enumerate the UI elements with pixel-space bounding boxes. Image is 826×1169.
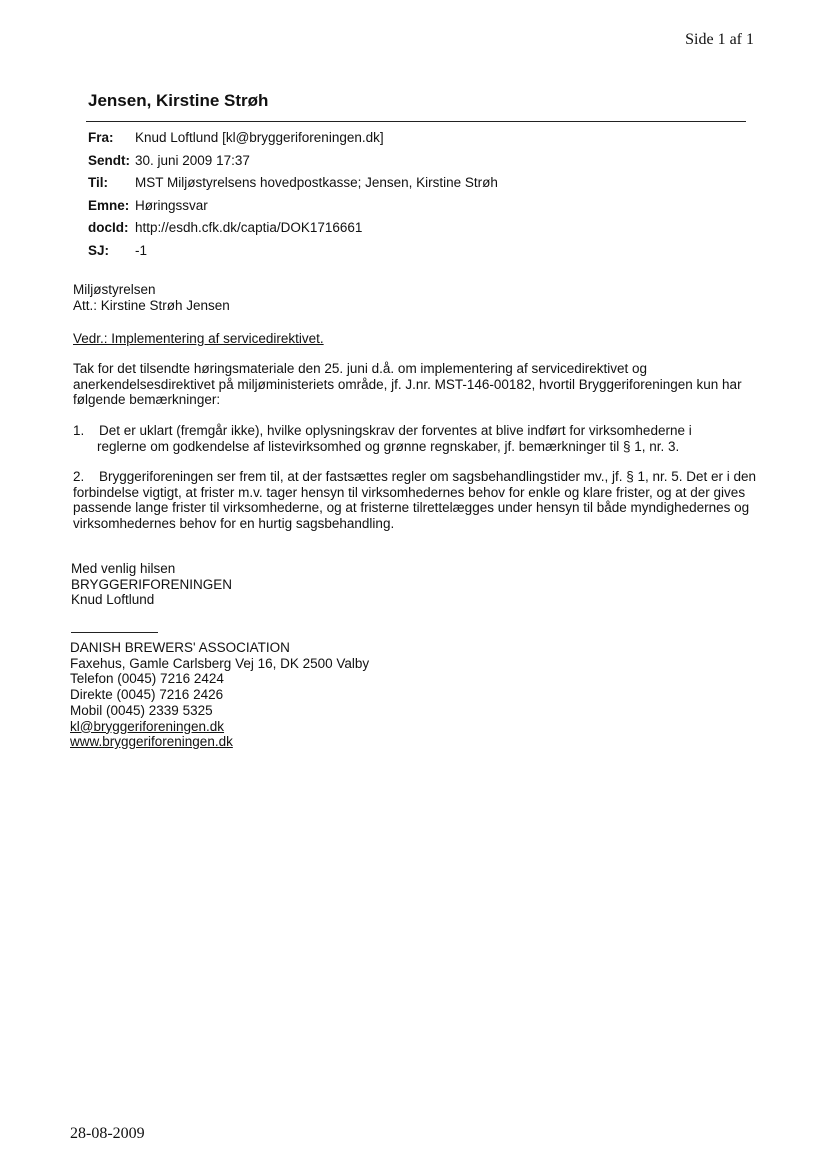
closing-greeting: Med venlig hilsen bbox=[71, 561, 176, 576]
recipient-org: Miljøstyrelsen bbox=[73, 282, 156, 297]
meta-to-label: Til: bbox=[88, 175, 108, 191]
meta-to bbox=[88, 175, 498, 198]
signature-address: Faxehus, Gamle Carlsberg Vej 16, DK 2500 Valby bbox=[70, 655, 370, 671]
meta-subject bbox=[88, 198, 498, 221]
signature-divider bbox=[71, 632, 158, 633]
meta-sj bbox=[88, 243, 498, 266]
signature-direct: Direkte (0045) 7216 2426 bbox=[70, 687, 224, 703]
header-divider bbox=[86, 121, 746, 122]
meta-docid bbox=[88, 220, 498, 243]
closing-sender: Knud Loftlund bbox=[71, 592, 155, 607]
meta-sent-value: 30. juni 2009 17:37 bbox=[135, 152, 250, 168]
recipient-attention: Att.: Kirstine Strøh Jensen bbox=[73, 298, 230, 313]
meta-sj-value: -1 bbox=[135, 242, 148, 258]
remark-number: 1. bbox=[73, 423, 85, 438]
signature-org: DANISH BREWERS' ASSOCIATION bbox=[70, 640, 290, 655]
email-metadata bbox=[88, 130, 498, 266]
remark-item-1 bbox=[73, 423, 763, 454]
letter-intro: Tak for det tilsendte høringsmateriale den 25. juni d.å. om implementering af servicedirektivet og anerkendelsesdirektivet på miljøministeriets område, jf. J.nr. MST-146-00182, hvortil Bryggeriforeningen kun har følgende bemærkninger: bbox=[73, 361, 742, 407]
signature-website-link[interactable]: www.bryggeriforeningen.dk bbox=[70, 734, 233, 750]
remark-text-line-2: reglerne om godkendelse af listevirksomhed og grønne regnskaber, jf. bemærkninger til § 1, nr. 3. bbox=[97, 438, 680, 454]
signature-block bbox=[70, 640, 369, 750]
meta-from bbox=[88, 130, 498, 153]
meta-sent-label: Sendt: bbox=[88, 152, 130, 168]
meta-docid-label: docId: bbox=[88, 220, 129, 236]
meta-sj-label: SJ: bbox=[88, 242, 110, 258]
mailbox-owner-name: Jensen, Kirstine Strøh bbox=[88, 91, 269, 110]
remark-text-line-1: Det er uklart (fremgår ikke), hvilke oplysningskrav der forventes at blive indført for virksomhederne i bbox=[99, 423, 692, 438]
letter-recipient bbox=[73, 282, 230, 314]
signature-mobile: Mobil (0045) 2339 5325 bbox=[70, 702, 213, 718]
print-date: 28-08-2009 bbox=[70, 1125, 145, 1142]
remark-number: 2. bbox=[73, 469, 85, 484]
remark-text: Bryggeriforeningen ser frem til, at der fastsættes regler om sagsbehandlingstider mv., jf. § 1, nr. 5. Det er i den forbindelse vigtigt, at frister m.v. tager hensyn til virksomhedernes behov for enkle og klare frister, og at der gives passende lange frister til virksomhederne, og at fristerne tilrettelægges under hensyn til både myndighedernes og virksomhedernes behov for en hurtig sagsbehandling. bbox=[73, 469, 757, 531]
meta-sent bbox=[88, 153, 498, 176]
meta-from-label: Fra: bbox=[88, 130, 114, 145]
page-number: Side 1 af 1 bbox=[685, 31, 754, 48]
meta-from-value: Knud Loftlund [kl@bryggeriforeningen.dk] bbox=[135, 130, 384, 145]
meta-to-value: MST Miljøstyrelsens hovedpostkasse; Jensen, Kirstine Strøh bbox=[135, 175, 498, 191]
signature-phone: Telefon (0045) 7216 2424 bbox=[70, 671, 224, 687]
meta-docid-value: http://esdh.cfk.dk/captia/DOK1716661 bbox=[135, 220, 363, 236]
meta-subject-label: Emne: bbox=[88, 197, 130, 213]
closing-organization: BRYGGERIFORENINGEN bbox=[71, 576, 233, 592]
meta-subject-value: Høringssvar bbox=[135, 197, 208, 213]
letter-subject: Vedr.: Implementering af servicedirektivet. bbox=[73, 331, 324, 346]
remark-item-2 bbox=[73, 469, 763, 531]
letter-closing bbox=[71, 561, 232, 608]
signature-email-link[interactable]: kl@bryggeriforeningen.dk bbox=[70, 718, 225, 734]
